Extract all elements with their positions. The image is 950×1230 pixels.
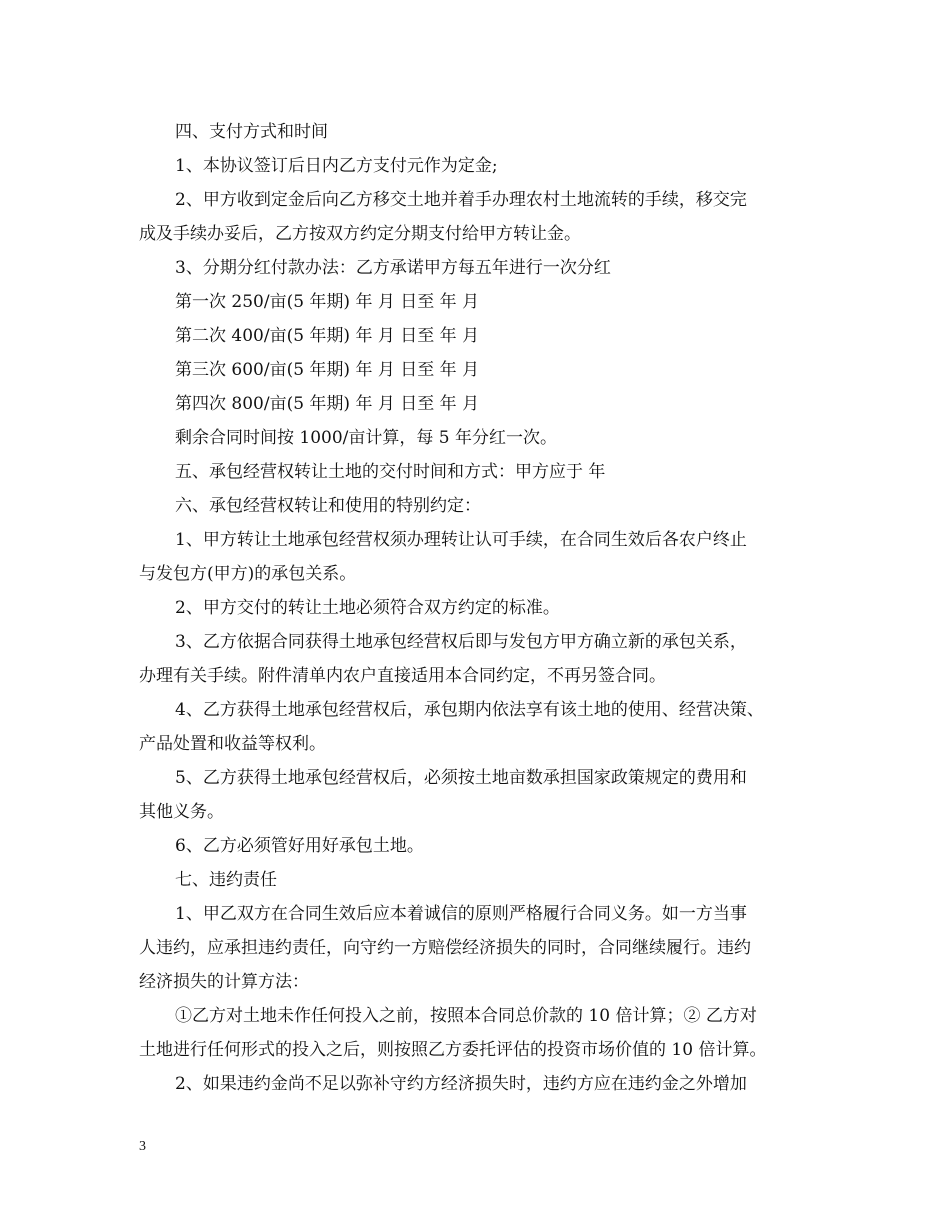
paragraph-line: 经济损失的计算方法： <box>139 972 309 992</box>
page-number: 3 <box>139 1139 146 1154</box>
paragraph-line: 6、乙方必须管好用好承包土地。 <box>175 836 424 856</box>
document-body <box>139 115 819 1101</box>
paragraph-line: 1、甲方转让土地承包经营权须办理转让认可手续，在合同生效后各农户终止 <box>175 530 747 550</box>
paragraph-line: 其他义务。 <box>139 802 224 822</box>
paragraph-line: 3、分期分红付款办法：乙方承诺甲方每五年进行一次分红 <box>175 258 611 278</box>
section-heading-payment: 四、支付方式和时间 <box>175 122 328 142</box>
paragraph-line: ①乙方对土地未作任何投入之前，按照本合同总价款的 10 倍计算；② 乙方对 <box>175 1006 757 1026</box>
paragraph-line: 剩余合同时间按 1000/亩计算，每 5 年分红一次。 <box>175 428 558 448</box>
paragraph-line: 5、乙方获得土地承包经营权后，必须按土地亩数承担国家政策规定的费用和 <box>175 768 747 788</box>
dividend-schedule-line: 第一次 250/亩(5 年期) 年 月 日至 年 月 <box>175 292 480 312</box>
paragraph-line: 3、乙方依据合同获得土地承包经营权后即与发包方甲方确立新的承包关系， <box>175 632 747 652</box>
paragraph-line: 2、甲方交付的转让土地必须符合双方约定的标准。 <box>175 598 560 618</box>
paragraph-line: 产品处置和收益等权利。 <box>139 734 326 754</box>
paragraph-line: 4、乙方获得土地承包经营权后，承包期内依法享有该土地的使用、经营决策、 <box>175 700 764 720</box>
paragraph-line: 1、甲乙双方在合同生效后应本着诚信的原则严格履行合同义务。如一方当事 <box>175 904 747 924</box>
paragraph-line: 成及手续办妥后，乙方按双方约定分期支付给甲方转让金。 <box>139 224 581 244</box>
section-heading-liability: 七、违约责任 <box>175 870 277 890</box>
paragraph-line: 2、如果违约金尚不足以弥补守约方经济损失时，违约方应在违约金之外增加 <box>175 1074 747 1094</box>
dividend-schedule-line: 第三次 600/亩(5 年期) 年 月 日至 年 月 <box>175 360 480 380</box>
section-heading-delivery: 五、承包经营权转让土地的交付时间和方式：甲方应于 年 <box>175 462 606 482</box>
paragraph-line: 1、本协议签订后日内乙方支付元作为定金; <box>175 156 498 176</box>
dividend-schedule-line: 第四次 800/亩(5 年期) 年 月 日至 年 月 <box>175 394 480 414</box>
paragraph-line: 人违约，应承担违约责任，向守约一方赔偿经济损失的同时，合同继续履行。违约 <box>139 938 751 958</box>
paragraph-line: 土地进行任何形式的投入之后，则按照乙方委托评估的投资市场价值的 10 倍计算。 <box>139 1040 767 1060</box>
paragraph-line: 办理有关手续。附件清单内农户直接适用本合同约定，不再另签合同。 <box>139 666 666 686</box>
section-heading-special-terms: 六、承包经营权转让和使用的特别约定： <box>175 496 481 516</box>
paragraph-line: 2、甲方收到定金后向乙方移交土地并着手办理农村土地流转的手续，移交完 <box>175 190 747 210</box>
dividend-schedule-line: 第二次 400/亩(5 年期) 年 月 日至 年 月 <box>175 326 480 346</box>
paragraph-line: 与发包方(甲方)的承包关系。 <box>139 564 357 584</box>
